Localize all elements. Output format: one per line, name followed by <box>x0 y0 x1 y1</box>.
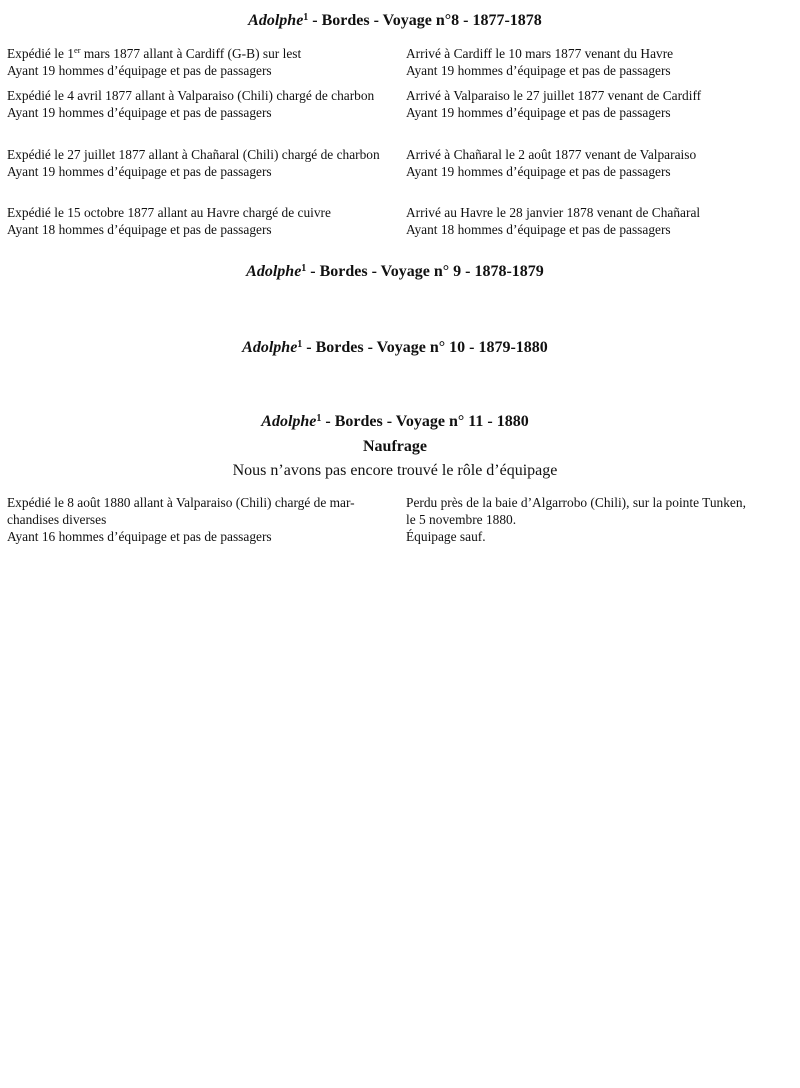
ship-name: Adolphe <box>248 12 304 29</box>
departure-text-line: chandises diverses <box>7 512 107 527</box>
crew-text: Ayant 19 hommes d’équipage et pas de passagers <box>406 63 671 78</box>
ship-name: Adolphe <box>246 263 302 280</box>
crew-text: Ayant 18 hommes d’équipage et pas de passagers <box>7 222 272 237</box>
voyage-8-arrival-1 <box>406 45 794 79</box>
crew-text: Ayant 19 hommes d’équipage et pas de passagers <box>7 164 272 179</box>
voyage-title: - Bordes - Voyage n° 9 - 1878-1879 <box>306 263 544 280</box>
crew-text: Ayant 18 hommes d’équipage et pas de passagers <box>406 222 671 237</box>
crew-text: Ayant 19 hommes d’équipage et pas de passagers <box>7 105 272 120</box>
voyage-8-arrival-2 <box>406 87 794 121</box>
voyage-8-arrival-4 <box>406 204 794 238</box>
voyage-8-arrival-3 <box>406 146 794 180</box>
departure-text: Expédié le 27 juillet 1877 allant à Chañaral (Chili) chargé de charbon <box>7 147 380 162</box>
voyage-8-heading <box>0 12 790 30</box>
shipwreck-subtitle: Naufrage <box>363 438 427 455</box>
voyage-title: - Bordes - Voyage n°8 - 1877-1878 <box>308 12 542 29</box>
voyage-11-heading <box>0 413 790 431</box>
voyage-8-departure-2 <box>7 87 389 121</box>
voyage-title: - Bordes - Voyage n° 10 - 1879-1880 <box>302 339 548 356</box>
crew-status: Équipage sauf. <box>406 529 486 544</box>
footnote-ref: 1 <box>297 339 303 350</box>
footnote-ref: 1 <box>316 413 322 424</box>
loss-text-line: Perdu près de la baie d’Algarrobo (Chili), sur la pointe Tunken, <box>406 495 746 510</box>
departure-text: Expédié le 1er mars 1877 allant à Cardiff (G-B) sur lest <box>7 45 302 61</box>
voyage-9-heading <box>0 263 790 281</box>
voyage-8-departure-1 <box>7 45 389 79</box>
voyage-8-departure-4 <box>7 204 389 238</box>
loss-text-line: le 5 novembre 1880. <box>406 512 517 527</box>
arrival-text: Arrivé à Cardiff le 10 mars 1877 venant du Havre <box>406 46 674 61</box>
crew-roll-remark: Nous n’avons pas encore trouvé le rôle d’équipage <box>232 462 558 479</box>
departure-text-line: Expédié le 8 août 1880 allant à Valparaiso (Chili) chargé de mar- <box>7 495 355 510</box>
crew-text: Ayant 19 hommes d’équipage et pas de passagers <box>406 164 671 179</box>
footnote-ref: 1 <box>301 263 307 274</box>
ship-name: Adolphe <box>242 339 298 356</box>
departure-text: Expédié le 4 avril 1877 allant à Valparaiso (Chili) chargé de charbon <box>7 88 375 103</box>
crew-text: Ayant 19 hommes d’équipage et pas de passagers <box>406 105 671 120</box>
footnote-ref: 1 <box>303 12 309 23</box>
voyage-11-departure <box>7 494 389 545</box>
crew-text: Ayant 19 hommes d’équipage et pas de passagers <box>7 63 272 78</box>
crew-text: Ayant 16 hommes d’équipage et pas de passagers <box>7 529 272 544</box>
arrival-text: Arrivé au Havre le 28 janvier 1878 venant de Chañaral <box>406 205 701 220</box>
arrival-text: Arrivé à Valparaiso le 27 juillet 1877 venant de Cardiff <box>406 88 702 103</box>
arrival-text: Arrivé à Chañaral le 2 août 1877 venant de Valparaiso <box>406 147 697 162</box>
ship-name: Adolphe <box>261 413 317 430</box>
voyage-10-heading <box>0 339 790 357</box>
voyage-8-departure-3 <box>7 146 389 180</box>
voyage-11-loss <box>406 494 794 545</box>
departure-text: Expédié le 15 octobre 1877 allant au Havre chargé de cuivre <box>7 205 331 220</box>
voyage-title: - Bordes - Voyage n° 11 - 1880 <box>321 413 529 430</box>
